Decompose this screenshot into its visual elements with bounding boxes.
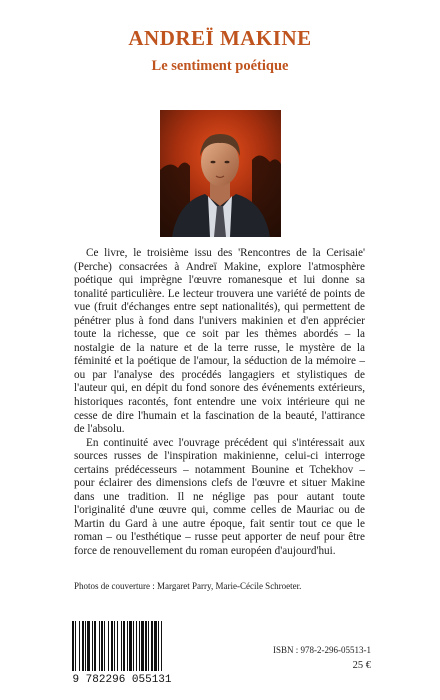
paragraph-2: En continuité avec l'ouvrage précédent qui s'intéressait aux sources russes de l'inspiration makinienne, celui-ci interroge certains prédécesseurs – notamment Bounine et Tchekhov – pour éclairer des dimensions clefs de l'œuvre et situer Makine dans une tradition. Il ne néglige pas pour autant toute l'originalité d'une œuvre qui, comme celles de Mauriac ou de Martin du Gard à une autre époque, fait sentir tout ce que le roman – ou l'esthétique – russe peut apporter de neuf pour être force de renouvellement du roman européen d'aujourd'hui. bbox=[74, 436, 365, 558]
paragraph-1: Ce livre, le troisième issu des 'Rencontres de la Cerisaie' (Perche) consacrées à Andreï Makine, explore l'atmosphère poétique qui imprègne l'œuvre romanesque et lui donne sa tonalité particulière. Le lecteur trouvera une variété de points de vue (fruit d'échanges entre sept nationalités), qui permettent de pénétrer plus à fond dans l'univers makinien et d'en apprécier toute la richesse, que ce soit par les thèmes abordés – la nostalgie de la nature et de la terre russe, le mystère de la féminité et la poétique de l'amour, la séduction de la mémoire – ou par l'analyse des procédés langagiers et stylistiques de l'auteur qui, en dépit du fond sonore des événements extérieurs, historiques racontés, font entendre une voix intérieure qui ne cesse de dire l'humain et la fascination de la beauté, l'attirance de l'absolu. bbox=[74, 247, 365, 436]
author-photo bbox=[160, 110, 281, 237]
barcode bbox=[62, 621, 182, 685]
book-title: Le sentiment poétique bbox=[151, 58, 289, 74]
isbn: ISBN : 978-2-296-05513-1 bbox=[273, 645, 371, 655]
author-name: ANDREÏ MAKINE bbox=[128, 26, 312, 50]
barcode-digits: 9 782296 055131 bbox=[72, 674, 172, 685]
photo-credits: Photos de couverture : Margaret Parry, Marie-Cécile Schroeter. bbox=[74, 581, 302, 591]
price: 25 € bbox=[352, 660, 371, 671]
back-cover-text bbox=[74, 247, 365, 559]
